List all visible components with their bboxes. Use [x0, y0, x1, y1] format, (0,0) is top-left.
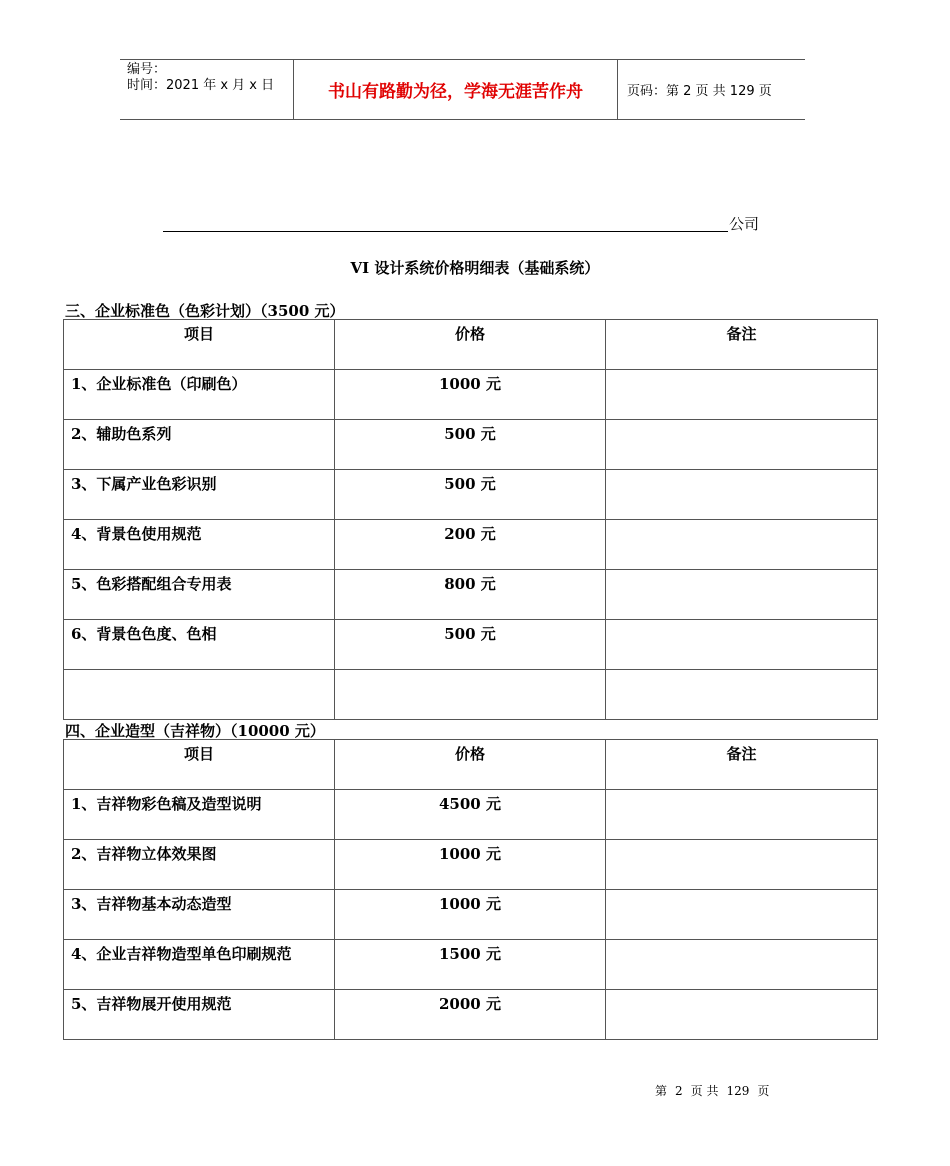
company-line — [163, 211, 763, 233]
item-cell: 1、吉祥物彩色稿及造型说明 — [64, 790, 335, 840]
price-cell: 1500 元 — [335, 940, 606, 990]
page-header — [120, 59, 805, 120]
column-header-item: 项目 — [64, 740, 335, 790]
note-cell — [606, 940, 878, 990]
price-cell: 500 元 — [335, 620, 606, 670]
table-row — [64, 520, 878, 570]
footer-middle: 页 共 — [690, 1084, 719, 1098]
section3-table — [63, 319, 878, 720]
table-row — [64, 990, 878, 1040]
document-title: VI 设计系统价格明细表（基础系统） — [350, 259, 600, 277]
item-cell: 2、辅助色系列 — [64, 420, 335, 470]
price-cell: 500 元 — [335, 420, 606, 470]
footer-suffix: 页 — [757, 1084, 770, 1098]
price-cell: 2000 元 — [335, 990, 606, 1040]
table-row — [64, 890, 878, 940]
note-cell — [606, 990, 878, 1040]
footer-current-page: 2 — [675, 1084, 683, 1098]
section3-heading: 三、企业标准色（色彩计划）（3500 元） — [65, 302, 345, 320]
price-cell: 800 元 — [335, 570, 606, 620]
time-label: 时间：2021 年 x 月 x 日 — [127, 78, 275, 93]
price-cell: 1000 元 — [335, 370, 606, 420]
column-header-price: 价格 — [335, 740, 606, 790]
footer-total-pages: 129 — [726, 1084, 750, 1098]
price-cell: 4500 元 — [335, 790, 606, 840]
company-suffix: 公司 — [729, 215, 760, 233]
header-meta — [120, 60, 294, 119]
note-cell — [606, 890, 878, 940]
note-cell — [606, 370, 878, 420]
item-cell: 6、背景色色度、色相 — [64, 620, 335, 670]
note-cell — [606, 790, 878, 840]
item-cell: 1、企业标准色（印刷色） — [64, 370, 335, 420]
table-row — [64, 840, 878, 890]
column-header-item: 项目 — [64, 320, 335, 370]
item-cell: 3、下属产业色彩识别 — [64, 470, 335, 520]
item-cell: 2、吉祥物立体效果图 — [64, 840, 335, 890]
table-row — [64, 470, 878, 520]
price-cell: 500 元 — [335, 470, 606, 520]
note-cell — [606, 840, 878, 890]
table-row — [64, 420, 878, 470]
item-cell: 3、吉祥物基本动态造型 — [64, 890, 335, 940]
table-row — [64, 790, 878, 840]
footer-prefix: 第 — [655, 1084, 668, 1098]
column-header-price: 价格 — [335, 320, 606, 370]
price-cell: 200 元 — [335, 520, 606, 570]
table-header-row — [64, 740, 878, 790]
column-header-note: 备注 — [606, 320, 878, 370]
header-page-info: 页码：第 2 页 共 129 页 — [627, 84, 772, 99]
note-cell — [606, 520, 878, 570]
table-row — [64, 370, 878, 420]
header-motto: 书山有路勤为径，学海无涯苦作舟 — [294, 60, 618, 119]
item-cell: 4、企业吉祥物造型单色印刷规范 — [64, 940, 335, 990]
number-label: 编号： — [127, 62, 167, 77]
item-cell: 4、背景色使用规范 — [64, 520, 335, 570]
price-cell — [335, 670, 606, 720]
note-cell — [606, 420, 878, 470]
price-cell: 1000 元 — [335, 840, 606, 890]
column-header-note: 备注 — [606, 740, 878, 790]
company-name-blank — [163, 231, 728, 232]
item-cell: 5、吉祥物展开使用规范 — [64, 990, 335, 1040]
item-cell: 5、色彩搭配组合专用表 — [64, 570, 335, 620]
section4-table — [63, 739, 878, 1040]
table-row — [64, 670, 878, 720]
note-cell — [606, 620, 878, 670]
table-row — [64, 940, 878, 990]
table-row — [64, 570, 878, 620]
price-cell: 1000 元 — [335, 890, 606, 940]
table-header-row — [64, 320, 878, 370]
note-cell — [606, 470, 878, 520]
section4-heading: 四、企业造型（吉祥物）（10000 元） — [65, 722, 325, 740]
table-row — [64, 620, 878, 670]
note-cell — [606, 670, 878, 720]
note-cell — [606, 570, 878, 620]
item-cell — [64, 670, 335, 720]
